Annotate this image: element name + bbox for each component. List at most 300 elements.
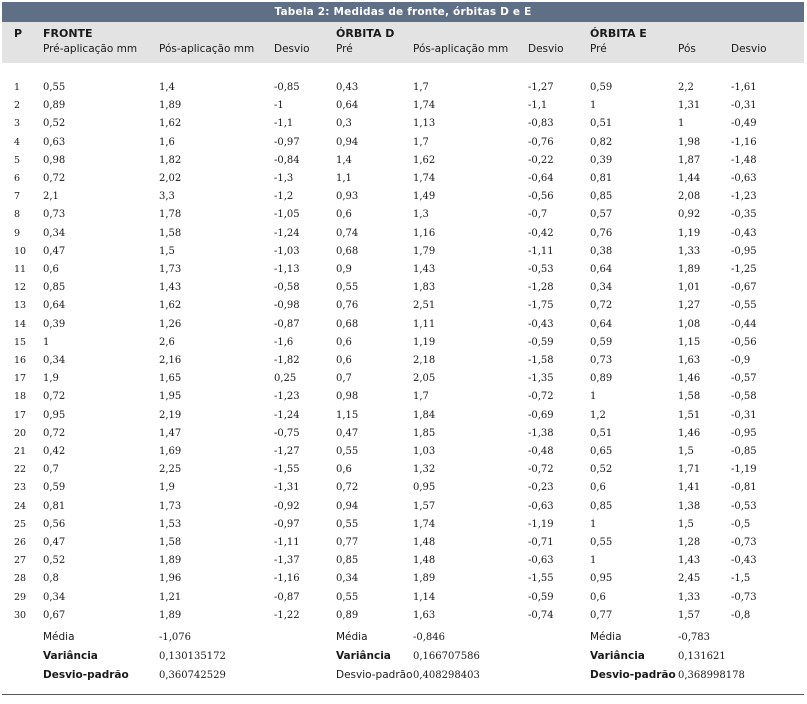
cell-od-desvio: -0,64 [528, 173, 554, 184]
cell-oe-desvio: -0,9 [731, 355, 751, 366]
cell-fronte-pos: 1,62 [159, 118, 182, 130]
stat-fronte-media: -1,076 [159, 632, 192, 643]
stat-fronte-desvio: 0,360742529 [159, 670, 226, 681]
cell-oe-pos: 1 [678, 118, 685, 130]
cell-p: 29 [14, 591, 27, 603]
cell-od-pre: 0,6 [336, 209, 352, 221]
cell-od-pos: 1,74 [413, 173, 436, 184]
cell-od-pos: 1,79 [413, 245, 436, 257]
cell-oe-pos: 1,89 [678, 264, 701, 275]
cell-fronte-pos: 1,43 [159, 282, 182, 294]
cell-fronte-pre: 0,34 [43, 355, 66, 366]
cell-od-pre: 0,55 [336, 446, 359, 457]
cell-oe-desvio: -0,73 [731, 591, 757, 603]
stat-od-desvio-label: Desvio-padrão [336, 669, 413, 681]
cell-oe-pre: 0,81 [590, 173, 613, 184]
cell-od-pre: 0,98 [336, 391, 359, 403]
cell-fronte-desvio: -1,24 [274, 227, 300, 239]
cell-oe-pre: 0,95 [590, 573, 613, 585]
cell-fronte-pre: 0,73 [43, 209, 66, 221]
cell-fronte-pre: 0,55 [43, 82, 66, 93]
cell-oe-pre: 0,72 [590, 300, 613, 312]
cell-oe-desvio: -1,19 [731, 464, 757, 476]
cell-p: 14 [14, 318, 27, 330]
cell-od-desvio: -0,48 [528, 446, 554, 457]
cell-oe-pos: 1,63 [678, 355, 701, 366]
cell-fronte-desvio: -1,11 [274, 537, 300, 548]
cell-p: 22 [14, 464, 27, 476]
cell-fronte-pos: 1,9 [159, 482, 175, 494]
cell-fronte-pre: 0,34 [43, 227, 66, 239]
cell-od-pre: 0,7 [336, 373, 352, 385]
cell-fronte-pos: 1,89 [159, 555, 182, 567]
cell-oe-desvio: -0,95 [731, 427, 757, 439]
cell-p: 10 [14, 245, 27, 257]
subheader-fronte-pre: Pré-aplicação mm [43, 43, 138, 55]
cell-fronte-pos: 1,65 [159, 373, 182, 385]
cell-oe-pre: 0,6 [590, 591, 606, 603]
cell-od-desvio: -0,83 [528, 118, 554, 130]
cell-fronte-pre: 0,8 [43, 573, 59, 585]
cell-od-pos: 1,7 [413, 82, 429, 93]
cell-oe-pos: 1,58 [678, 391, 701, 403]
cell-od-desvio: -1,75 [528, 300, 554, 312]
cell-od-pre: 0,55 [336, 518, 359, 530]
cell-p: 21 [14, 446, 27, 457]
subheader-fronte-desvio: Desvio [274, 43, 310, 55]
cell-oe-pos: 2,45 [678, 573, 701, 585]
cell-fronte-pos: 1,73 [159, 500, 182, 512]
cell-oe-pre: 0,38 [590, 245, 613, 257]
cell-fronte-pos: 1,89 [159, 100, 182, 112]
cell-oe-desvio: -0,81 [731, 482, 757, 494]
cell-oe-pre: 1 [590, 100, 597, 112]
cell-fronte-pre: 0,6 [43, 264, 59, 275]
cell-fronte-pre: 0,52 [43, 118, 66, 130]
cell-fronte-desvio: -0,84 [274, 154, 300, 166]
cell-oe-pre: 0,85 [590, 191, 613, 203]
cell-od-pos: 2,51 [413, 300, 436, 312]
cell-fronte-desvio: -1,37 [274, 555, 300, 567]
cell-oe-pre: 0,82 [590, 136, 613, 148]
cell-fronte-pos: 1,4 [159, 82, 175, 93]
cell-od-pre: 0,55 [336, 282, 359, 294]
cell-fronte-pos: 1,53 [159, 518, 182, 530]
cell-fronte-desvio: -0,87 [274, 591, 300, 603]
cell-p: 23 [14, 482, 27, 494]
cell-fronte-desvio: -1,24 [274, 409, 300, 421]
cell-oe-pre: 0,77 [590, 609, 613, 621]
cell-p: 11 [14, 264, 27, 275]
cell-od-pos: 1,11 [413, 318, 436, 330]
cell-fronte-desvio: -1,55 [274, 464, 300, 476]
cell-oe-desvio: -0,58 [731, 391, 757, 403]
cell-p: 30 [14, 609, 27, 621]
cell-od-desvio: -0,63 [528, 500, 554, 512]
cell-od-pos: 1,32 [413, 464, 436, 476]
cell-od-pre: 0,3 [336, 118, 352, 130]
cell-oe-pre: 0,64 [590, 264, 613, 275]
stat-od-media-label: Média [336, 631, 368, 643]
cell-fronte-pre: 0,47 [43, 537, 66, 548]
cell-od-desvio: -1,58 [528, 355, 554, 366]
cell-od-desvio: -0,63 [528, 555, 554, 567]
cell-oe-pos: 1,41 [678, 482, 701, 494]
cell-fronte-pos: 1,96 [159, 573, 182, 585]
cell-fronte-desvio: -0,98 [274, 300, 300, 312]
cell-od-desvio: -0,72 [528, 464, 554, 476]
cell-oe-pos: 1,31 [678, 100, 701, 112]
cell-oe-pre: 0,73 [590, 355, 613, 366]
cell-fronte-pos: 2,16 [159, 355, 182, 366]
cell-od-pos: 1,63 [413, 609, 436, 621]
cell-fronte-pre: 0,39 [43, 318, 66, 330]
cell-od-desvio: -1,11 [528, 245, 554, 257]
cell-fronte-pre: 1 [43, 336, 50, 348]
cell-od-pre: 0,64 [336, 100, 359, 112]
cell-fronte-pos: 3,3 [159, 191, 175, 203]
cell-od-pre: 0,93 [336, 191, 359, 203]
cell-od-pos: 1,16 [413, 227, 436, 239]
cell-fronte-pos: 1,89 [159, 609, 182, 621]
cell-p: 5 [14, 154, 21, 166]
cell-fronte-pre: 0,64 [43, 300, 66, 312]
cell-fronte-pos: 1,58 [159, 537, 182, 548]
header-p: P [14, 27, 23, 40]
cell-od-pre: 1,4 [336, 154, 352, 166]
cell-oe-pre: 0,65 [590, 446, 613, 457]
cell-fronte-desvio: -1,13 [274, 264, 300, 275]
cell-od-pos: 1,7 [413, 136, 429, 148]
subheader-oe-pos: Pós [678, 43, 696, 55]
cell-fronte-desvio: -1,3 [274, 173, 294, 184]
cell-fronte-pos: 1,78 [159, 209, 182, 221]
cell-od-pre: 0,6 [336, 464, 352, 476]
cell-oe-desvio: -0,5 [731, 518, 751, 530]
cell-od-pos: 1,49 [413, 191, 436, 203]
stat-fronte-variancia-label: Variância [43, 650, 98, 662]
cell-od-desvio: -1,38 [528, 427, 554, 439]
cell-fronte-desvio: -1,16 [274, 573, 300, 585]
cell-od-pos: 1,48 [413, 555, 436, 567]
cell-fronte-desvio: -1,2 [274, 191, 294, 203]
cell-oe-desvio: -0,31 [731, 409, 757, 421]
cell-od-desvio: -1,28 [528, 282, 554, 294]
cell-p: 6 [14, 173, 21, 184]
cell-oe-pos: 1,27 [678, 300, 701, 312]
cell-fronte-pre: 0,56 [43, 518, 66, 530]
cell-fronte-pos: 1,58 [159, 227, 182, 239]
cell-oe-pos: 1,46 [678, 427, 701, 439]
cell-od-desvio: -0,76 [528, 136, 554, 148]
cell-p: 13 [14, 300, 27, 312]
cell-fronte-pre: 0,72 [43, 391, 66, 403]
cell-oe-pos: 1,51 [678, 409, 701, 421]
cell-p: 1 [14, 82, 21, 93]
cell-oe-desvio: -0,35 [731, 209, 757, 221]
cell-od-pos: 1,7 [413, 391, 429, 403]
cell-oe-pos: 1,33 [678, 591, 701, 603]
cell-fronte-pre: 0,42 [43, 446, 66, 457]
cell-od-desvio: -0,22 [528, 154, 554, 166]
cell-fronte-desvio: -1,6 [274, 336, 294, 348]
stat-oe-media-label: Média [590, 631, 622, 643]
cell-od-pos: 1,83 [413, 282, 436, 294]
cell-fronte-pre: 0,72 [43, 173, 66, 184]
cell-od-pos: 0,95 [413, 482, 436, 494]
cell-oe-desvio: -0,55 [731, 300, 757, 312]
cell-oe-desvio: -1,48 [731, 154, 757, 166]
cell-oe-pre: 0,64 [590, 318, 613, 330]
cell-p: 16 [14, 355, 27, 366]
cell-fronte-pre: 0,72 [43, 427, 66, 439]
cell-oe-pre: 0,57 [590, 209, 613, 221]
cell-fronte-desvio: 0,25 [274, 373, 297, 385]
cell-oe-pos: 1,87 [678, 154, 701, 166]
cell-p: 7 [14, 191, 21, 203]
cell-fronte-pos: 2,02 [159, 173, 182, 184]
cell-oe-desvio: -0,8 [731, 609, 751, 621]
cell-oe-pre: 0,76 [590, 227, 613, 239]
cell-od-pos: 1,89 [413, 573, 436, 585]
stat-od-media: -0,846 [413, 632, 446, 643]
cell-oe-pos: 1,43 [678, 555, 701, 567]
cell-od-pre: 0,55 [336, 591, 359, 603]
cell-od-desvio: -1,27 [528, 82, 554, 93]
subheader-od-desvio: Desvio [528, 43, 564, 55]
cell-oe-pre: 0,6 [590, 482, 606, 494]
cell-fronte-pre: 0,47 [43, 245, 66, 257]
cell-od-pos: 1,19 [413, 336, 436, 348]
cell-oe-pre: 0,51 [590, 427, 613, 439]
cell-od-pre: 0,94 [336, 136, 359, 148]
cell-oe-pos: 2,2 [678, 82, 694, 93]
cell-oe-pre: 1 [590, 391, 597, 403]
cell-p: 27 [14, 555, 27, 567]
cell-oe-pre: 0,51 [590, 118, 613, 130]
cell-oe-pos: 1,98 [678, 136, 701, 148]
cell-od-pre: 0,9 [336, 264, 352, 275]
cell-fronte-pos: 1,73 [159, 264, 182, 275]
cell-od-desvio: -0,43 [528, 318, 554, 330]
cell-oe-pos: 1,38 [678, 500, 701, 512]
cell-od-desvio: -0,74 [528, 609, 554, 621]
cell-p: 26 [14, 537, 27, 548]
cell-fronte-desvio: -1,23 [274, 391, 300, 403]
cell-fronte-desvio: -0,58 [274, 282, 300, 294]
cell-od-pos: 1,43 [413, 264, 436, 275]
cell-od-desvio: -1,19 [528, 518, 554, 530]
cell-oe-desvio: -1,23 [731, 191, 757, 203]
stat-oe-media: -0,783 [678, 632, 711, 643]
cell-fronte-pre: 0,7 [43, 464, 59, 476]
table-bottom-rule [2, 694, 804, 695]
stat-fronte-desvio-label: Desvio-padrão [43, 669, 129, 681]
cell-fronte-pos: 1,26 [159, 318, 182, 330]
cell-od-desvio: -0,53 [528, 264, 554, 275]
cell-p: 3 [14, 118, 21, 130]
cell-od-pos: 1,57 [413, 500, 436, 512]
cell-oe-pos: 2,08 [678, 191, 701, 203]
cell-fronte-desvio: -1,31 [274, 482, 300, 494]
cell-p: 9 [14, 227, 21, 239]
cell-p: 12 [14, 282, 27, 294]
cell-oe-pos: 1,01 [678, 282, 701, 294]
cell-p: 15 [14, 336, 27, 348]
cell-fronte-pre: 0,98 [43, 154, 66, 166]
cell-oe-pos: 1,44 [678, 173, 701, 184]
cell-oe-pre: 0,55 [590, 537, 613, 548]
cell-oe-pre: 1,2 [590, 409, 606, 421]
cell-od-pre: 0,34 [336, 573, 359, 585]
cell-oe-pos: 1,5 [678, 446, 694, 457]
cell-fronte-pos: 1,21 [159, 591, 182, 603]
cell-od-desvio: -0,69 [528, 409, 554, 421]
cell-od-pos: 1,03 [413, 446, 436, 457]
cell-fronte-desvio: -1,82 [274, 355, 300, 366]
cell-od-desvio: -0,7 [528, 209, 548, 221]
cell-od-pos: 1,84 [413, 409, 436, 421]
cell-od-pre: 0,47 [336, 427, 359, 439]
cell-od-pre: 1,15 [336, 409, 359, 421]
cell-fronte-pre: 1,9 [43, 373, 59, 385]
cell-od-pos: 1,48 [413, 537, 436, 548]
cell-p: 17 [14, 409, 27, 421]
cell-p: 28 [14, 573, 27, 585]
cell-p: 2 [14, 100, 21, 112]
cell-oe-desvio: -0,57 [731, 373, 757, 385]
cell-oe-pos: 1,33 [678, 245, 701, 257]
cell-oe-pos: 0,92 [678, 209, 701, 221]
cell-oe-desvio: -1,61 [731, 82, 757, 93]
table-caption: Tabela 2: Medidas de fronte, órbitas D e E [2, 2, 804, 22]
stat-oe-desvio-label: Desvio-padrão [590, 669, 676, 681]
cell-od-desvio: -0,59 [528, 336, 554, 348]
stat-fronte-variancia: 0,130135172 [159, 651, 226, 662]
cell-oe-pos: 1,71 [678, 464, 701, 476]
cell-oe-pre: 0,59 [590, 336, 613, 348]
cell-oe-desvio: -0,85 [731, 446, 757, 457]
cell-fronte-pre: 0,85 [43, 282, 66, 294]
cell-od-desvio: -0,71 [528, 537, 554, 548]
subheader-oe-desvio: Desvio [731, 43, 767, 55]
cell-od-desvio: -0,42 [528, 227, 554, 239]
cell-oe-desvio: -0,56 [731, 336, 757, 348]
cell-oe-desvio: -0,44 [731, 318, 757, 330]
cell-od-pre: 1,1 [336, 173, 352, 184]
cell-fronte-desvio: -0,75 [274, 427, 300, 439]
cell-od-pre: 0,68 [336, 318, 359, 330]
stat-oe-variancia-label: Variância [590, 650, 645, 662]
cell-fronte-pre: 0,95 [43, 409, 66, 421]
cell-oe-desvio: -0,49 [731, 118, 757, 130]
cell-fronte-pre: 0,81 [43, 500, 66, 512]
cell-oe-desvio: -0,31 [731, 100, 757, 112]
cell-fronte-desvio: -0,87 [274, 318, 300, 330]
subheader-oe-pre: Pré [590, 43, 607, 55]
cell-p: 20 [14, 427, 27, 439]
cell-p: 4 [14, 136, 21, 148]
cell-oe-desvio: -0,73 [731, 537, 757, 548]
cell-fronte-pos: 1,6 [159, 136, 175, 148]
cell-fronte-desvio: -0,97 [274, 518, 300, 530]
cell-od-pre: 0,94 [336, 500, 359, 512]
cell-od-pre: 0,89 [336, 609, 359, 621]
cell-od-pos: 1,62 [413, 154, 436, 166]
cell-fronte-pre: 0,67 [43, 609, 66, 621]
subheader-od-pre: Pré [336, 43, 353, 55]
cell-p: 25 [14, 518, 27, 530]
cell-oe-desvio: -0,67 [731, 282, 757, 294]
cell-fronte-desvio: -1 [274, 100, 284, 112]
subheader-od-pos: Pós-aplicação mm [413, 43, 509, 55]
cell-fronte-desvio: -1,05 [274, 209, 300, 221]
cell-od-pre: 0,68 [336, 245, 359, 257]
stat-od-variancia-label: Variância [336, 650, 391, 662]
cell-od-pre: 0,6 [336, 355, 352, 366]
cell-od-desvio: -1,1 [528, 100, 548, 112]
cell-oe-pre: 0,34 [590, 282, 613, 294]
cell-od-pre: 0,6 [336, 336, 352, 348]
cell-fronte-pos: 1,47 [159, 427, 182, 439]
header-orbita-d: ÓRBITA D [336, 27, 395, 40]
cell-od-desvio: -1,35 [528, 373, 554, 385]
cell-od-pos: 1,14 [413, 591, 436, 603]
cell-od-pos: 1,74 [413, 100, 436, 112]
cell-oe-pre: 0,85 [590, 500, 613, 512]
cell-oe-desvio: -1,5 [731, 573, 751, 585]
cell-oe-pos: 1,08 [678, 318, 701, 330]
cell-fronte-pre: 0,52 [43, 555, 66, 567]
cell-fronte-pre: 0,89 [43, 100, 66, 112]
cell-oe-desvio: -0,43 [731, 227, 757, 239]
cell-oe-desvio: -1,16 [731, 136, 757, 148]
cell-oe-pos: 1,15 [678, 336, 701, 348]
cell-oe-pre: 0,59 [590, 82, 613, 93]
cell-od-pos: 2,05 [413, 373, 436, 385]
cell-od-pre: 0,74 [336, 227, 359, 239]
cell-od-pos: 1,74 [413, 518, 436, 530]
cell-oe-desvio: -0,43 [731, 555, 757, 567]
cell-fronte-desvio: -1,22 [274, 609, 300, 621]
cell-od-pre: 0,72 [336, 482, 359, 494]
header-fronte: FRONTE [43, 27, 93, 40]
subheader-fronte-pos: Pós-aplicação mm [159, 43, 255, 55]
stat-oe-variancia: 0,131621 [678, 651, 726, 662]
cell-fronte-desvio: -0,92 [274, 500, 300, 512]
stat-oe-desvio: 0,368998178 [678, 670, 745, 681]
cell-oe-pos: 1,28 [678, 537, 701, 548]
cell-oe-desvio: -0,95 [731, 245, 757, 257]
cell-fronte-pos: 1,95 [159, 391, 182, 403]
cell-oe-pos: 1,19 [678, 227, 701, 239]
cell-oe-pre: 1 [590, 555, 597, 567]
cell-od-pre: 0,43 [336, 82, 359, 93]
cell-p: 17 [14, 373, 27, 385]
cell-od-desvio: -0,23 [528, 482, 554, 494]
cell-fronte-pos: 2,25 [159, 464, 182, 476]
cell-od-pos: 2,18 [413, 355, 436, 366]
cell-oe-pos: 1,46 [678, 373, 701, 385]
cell-oe-pre: 1 [590, 518, 597, 530]
cell-fronte-pre: 0,59 [43, 482, 66, 494]
cell-fronte-pos: 1,69 [159, 446, 182, 457]
stat-od-variancia: 0,166707586 [413, 651, 480, 662]
cell-fronte-pos: 1,5 [159, 245, 175, 257]
cell-od-desvio: -0,59 [528, 591, 554, 603]
cell-oe-desvio: -0,53 [731, 500, 757, 512]
cell-fronte-desvio: -1,1 [274, 118, 294, 130]
